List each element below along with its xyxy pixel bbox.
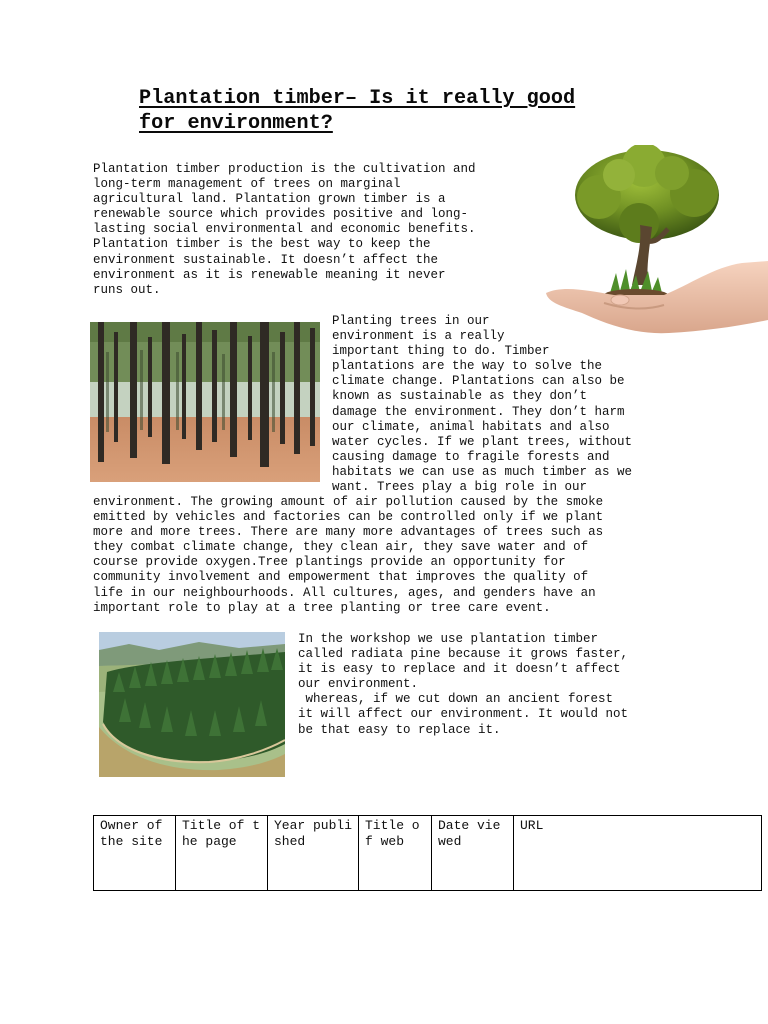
text-line: agricultural land. Plantation grown timber is a [93, 192, 446, 207]
tree-in-hand-image [544, 145, 768, 340]
text-line: want. Trees play a big role in our [332, 480, 588, 495]
text-line: water cycles. If we plant trees, without [332, 434, 633, 449]
text-line: damage the environment. They don’t harm [332, 404, 625, 419]
text-line: important thing to do. Timber [332, 344, 550, 359]
text-line: causing damage to fragile forests and [332, 449, 610, 464]
text-line: emitted by vehicles and factories can be controlled only if we plant [93, 510, 604, 525]
table-header-url: URL [514, 816, 762, 891]
text-line: environment. The growing amount of air pollution caused by the smoke [93, 495, 604, 509]
text-line: climate change. Plantations can also be [332, 374, 625, 389]
text-line: plantations are the way to solve the [332, 359, 603, 374]
table-row [94, 816, 762, 891]
text-line: our climate, animal habitats and also [332, 419, 610, 434]
text-line: called radiata pine because it grows faster, [298, 647, 629, 662]
planting-paragraph-top [332, 314, 632, 495]
text-line: our environment. [298, 677, 419, 692]
text-line: runs out. [93, 282, 161, 297]
text-line: be that easy to replace it. [298, 722, 501, 737]
text-line: Plantation timber is the best way to keep the [93, 237, 431, 252]
text-line: environment as it is renewable meaning it never [93, 267, 446, 282]
table-header-web-title: Title of web [359, 816, 432, 891]
plantation-hillside-image [99, 632, 285, 777]
text-line: community involvement and empowerment that improves the quality of [93, 570, 589, 585]
text-line: it will affect our environment. It would not [298, 707, 629, 722]
page-title-line-2: for environment? [139, 111, 333, 135]
pine-forest-image [90, 322, 320, 482]
text-line: they combat climate change, they clean air, they save water and of [93, 540, 589, 555]
text-line: it is easy to replace and it doesn’t affect [298, 662, 621, 677]
intro-paragraph [93, 162, 476, 298]
text-line: habitats we can use as much timber as we [332, 464, 633, 479]
text-line: important role to play at a tree planting or tree care event. [93, 600, 551, 615]
table-header-year: Year published [268, 816, 359, 891]
text-line: In the workshop we use plantation timber [298, 632, 599, 646]
text-line: whereas, if we cut down an ancient forest [298, 692, 614, 707]
table-header-date-viewed: Date viewed [432, 816, 514, 891]
table-header-owner: Owner of the site [94, 816, 176, 891]
text-line: more and more trees. There are many more advantages of trees such as [93, 525, 604, 540]
text-line: renewable source which provides positive and long- [93, 207, 469, 222]
planting-paragraph-bottom [93, 495, 603, 616]
text-line: lasting social environmental and economic benefits. [93, 222, 476, 237]
page-title [139, 87, 659, 136]
workshop-paragraph [298, 632, 628, 738]
page-title-line-1: Plantation timber– Is it really good [139, 87, 576, 110]
text-line: Plantation timber production is the cultivation and [93, 162, 476, 176]
text-line: environment is a really [332, 329, 505, 344]
text-line: long-term management of trees on marginal [93, 177, 401, 192]
reference-table [93, 815, 762, 891]
text-line: Planting trees in our [332, 314, 490, 328]
text-line: known as sustainable as they don’t [332, 389, 588, 404]
text-line: course provide oxygen.Tree plantings provide an opportunity for [93, 555, 566, 570]
text-line: life in our neighbourhoods. All cultures, ages, and genders have an [93, 585, 596, 600]
table-header-page-title: Title of the page [176, 816, 268, 891]
text-line: environment sustainable. It doesn’t affect the [93, 252, 439, 267]
